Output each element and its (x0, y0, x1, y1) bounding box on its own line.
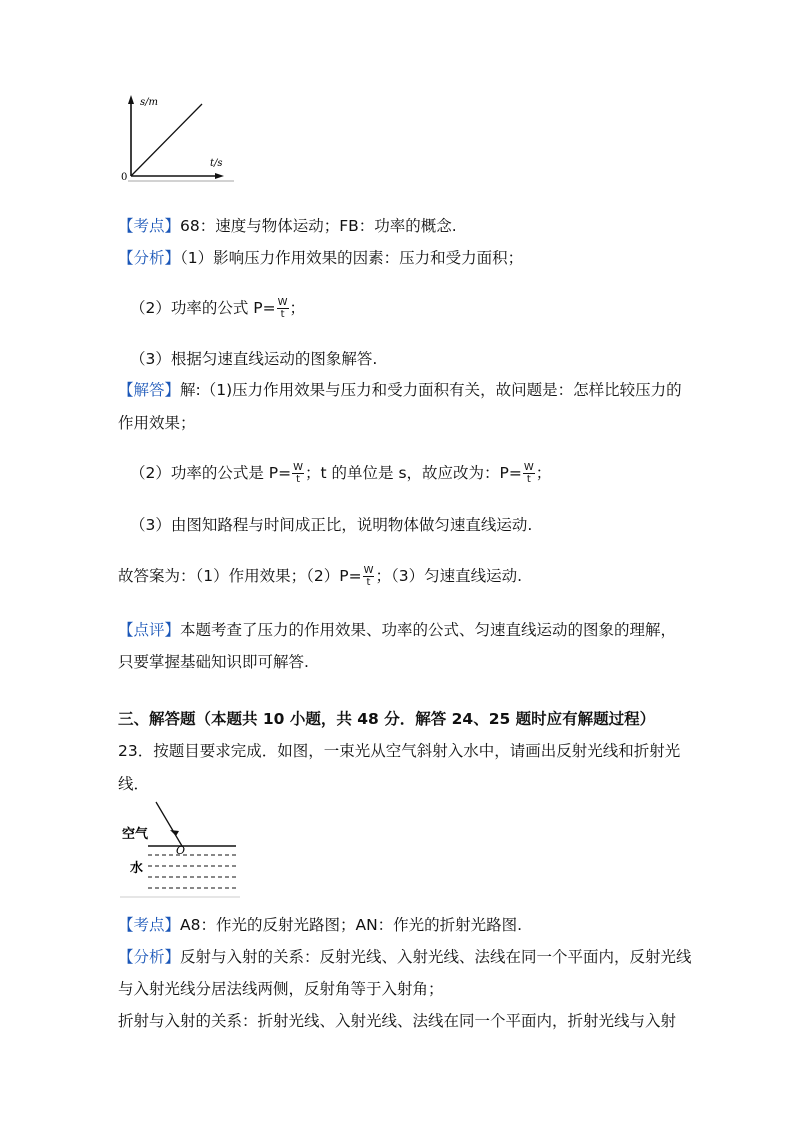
frac-numerator: W (293, 462, 304, 473)
dianping-tag: 【点评】 (118, 621, 181, 639)
jieda-text-1b: 作用效果； (118, 414, 196, 432)
fenxi-tag: 【分析】 (118, 249, 181, 267)
frac-denominator: t (363, 576, 375, 588)
power-fraction-3 (363, 565, 375, 588)
q22-jieda-1b (118, 411, 196, 433)
dianping-text-b: 只要掌握基础知识即可解答. (118, 653, 309, 671)
q22-jieda-3 (130, 513, 532, 535)
kaodian-tag: 【考点】 (118, 217, 181, 235)
q22-jieda-1 (118, 378, 682, 400)
label-air: 空气 (122, 827, 149, 842)
power-fraction-1 (292, 462, 304, 485)
q22-dianping-1 (118, 618, 676, 640)
graph-x-arrow (215, 173, 224, 179)
power-fraction (277, 297, 289, 320)
q23-text-1: 23．按题目要求完成．如图，一束光从空气斜射入水中，请画出反射光线和折射光 (118, 742, 681, 760)
jieda-text-1a: 解:（1)压力作用效果与压力和受力面积有关，故问题是：怎样比较压力的 (180, 381, 682, 399)
fenxi-tag: 【分析】 (118, 948, 181, 966)
q22-jieda-2 (130, 461, 551, 485)
incident-ray-arrow (170, 830, 179, 836)
jieda-text-2-pre: （2）功率的公式是 P= (130, 464, 292, 482)
q23-kaodian (118, 913, 522, 935)
power-fraction-2 (523, 462, 535, 485)
graph-origin: 0 (121, 172, 128, 183)
q22-fenxi-2 (130, 296, 305, 320)
q22-answer (118, 564, 522, 588)
label-point-o: O (176, 844, 186, 857)
frac-denominator: t (277, 308, 289, 320)
graph-y-arrow (128, 95, 134, 104)
kaodian-text: 68：速度与物体运动；FB：功率的概念. (180, 217, 457, 235)
graph-line (131, 104, 202, 176)
jieda-text-3: （3）由图知路程与时间成正比，说明物体做匀速直线运动. (130, 516, 533, 534)
q23-fenxi-2 (118, 1009, 676, 1031)
q22-fenxi-3 (130, 347, 377, 369)
kaodian-tag: 【考点】 (118, 916, 181, 934)
q22-dianping-2 (118, 650, 309, 672)
light-refraction-diagram (118, 800, 243, 900)
fenxi-text-2: 折射与入射的关系：折射光线、入射光线、法线在同一个平面内，折射光线与入射 (118, 1012, 677, 1030)
fenxi-text-2-post: ； (289, 299, 306, 317)
jieda-text-2-post: ； (535, 464, 552, 482)
answer-text-pre: 故答案为：（1）作用效果；（2）P= (118, 567, 362, 585)
jieda-tag: 【解答】 (118, 381, 181, 399)
graph-x-label: t/s (210, 158, 223, 169)
s-t-graph (118, 92, 238, 184)
fenxi-text-3: （3）根据匀速直线运动的图象解答. (130, 350, 378, 368)
q23-fenxi-1b (118, 977, 444, 999)
section-3-heading: 三、解答题（本题共 10 小题，共 48 分．解答 24、25 题时应有解题过程） (118, 710, 656, 728)
frac-numerator: W (277, 297, 288, 308)
dianping-text-a: 本题考查了压力的作用效果、功率的公式、匀速直线运动的图象的理解， (180, 621, 677, 639)
fenxi-text-1a: 反射与入射的关系：反射光线、入射光线、法线在同一个平面内，反射光线 (180, 948, 692, 966)
q22-kaodian (118, 214, 457, 236)
frac-numerator: W (523, 462, 534, 473)
label-water: 水 (130, 861, 144, 876)
fenxi-text-1b: 与入射光线分居法线两侧，反射角等于入射角； (118, 980, 444, 998)
frac-numerator: W (363, 565, 374, 576)
q22-fenxi-1 (118, 246, 523, 268)
q23-fenxi-1 (118, 945, 692, 967)
graph-y-label: s/m (140, 97, 158, 108)
frac-denominator: t (292, 473, 304, 485)
incident-ray (156, 802, 182, 846)
answer-text-post: ；（3）匀速直线运动. (375, 567, 522, 585)
q23-text-2: 线． (118, 775, 150, 793)
fenxi-text-2-pre: （2）功率的公式 P= (130, 299, 276, 317)
frac-denominator: t (523, 473, 535, 485)
jieda-text-2-mid: ；t 的单位是 s，故应改为：P= (305, 464, 522, 482)
kaodian-text: A8：作光的反射光路图；AN：作光的折射光路图. (180, 916, 523, 934)
fenxi-text-1: （1）影响压力作用效果的因素：压力和受力面积； (180, 249, 524, 267)
